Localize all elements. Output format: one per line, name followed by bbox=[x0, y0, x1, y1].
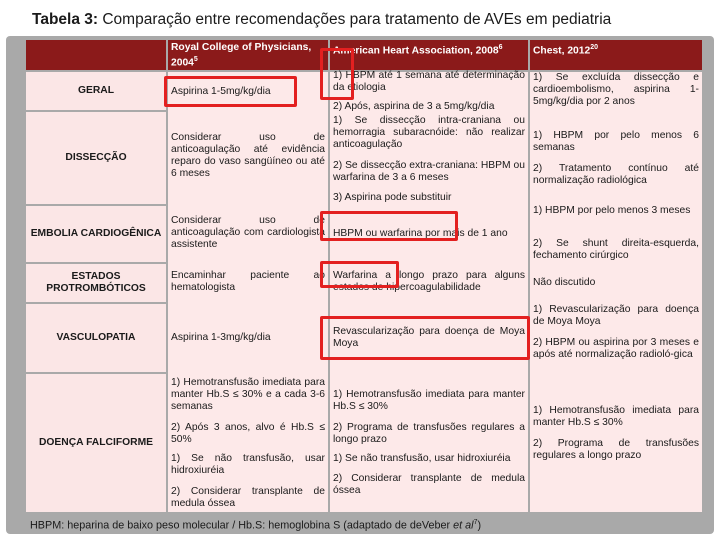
highlight-hbpm-embolia bbox=[320, 211, 458, 241]
protrombotico-rcp: Encaminhar paciente ao hematologista bbox=[171, 270, 325, 293]
falciforme-rcp-1: 1) Hemotransfusão imediata para manter Hb.S ≤ 30% e a cada 3-6 semanas bbox=[171, 377, 325, 412]
vasculopatia-chest-1: 1) Revascularização para doença de Moya Moya bbox=[533, 304, 699, 327]
row-label-falciforme bbox=[26, 374, 166, 512]
row-label-vasculopatia-text: VASCULOPATIA bbox=[56, 332, 136, 343]
embolia-chest-2: 2) Se shunt direita-esquerda, fechamento cirúrgico bbox=[533, 238, 699, 261]
row-label-falciforme-text: DOENÇA FALCIFORME bbox=[38, 437, 154, 448]
row-label-geral bbox=[26, 72, 166, 110]
falciforme-rcp-2: 2) Após 3 anos, alvo é Hb.S ≤ 50% bbox=[171, 422, 325, 445]
embolia-aha: HBPM ou warfarina por mais de 1 ano bbox=[333, 228, 508, 239]
header-empty bbox=[26, 40, 166, 70]
highlight-hbpm-geral bbox=[320, 48, 354, 100]
highlight-revascularizacao bbox=[320, 316, 530, 360]
row-label-vasculopatia bbox=[26, 304, 166, 372]
falciforme-rcp-3: 1) Se não transfusão, usar hidroxiuréia bbox=[171, 453, 325, 476]
embolia-rcp: Considerar uso de anticoagulação com cardiologista assistente bbox=[171, 215, 325, 250]
geral-chest: 1) Se excluída dissecção e cardioembolismo, aspirina 1-5mg/kg/dia por 2 anos bbox=[533, 72, 699, 107]
disseccao-aha-3: 2) Se dissecção extra-craniana: HBPM ou warfarina de 3 a 6 meses bbox=[333, 160, 525, 183]
vasculopatia-chest-2: 2) HBPM ou aspirina por 3 meses e após até normalização radioló-gica bbox=[533, 337, 699, 360]
vasculopatia-aha: Revascularização para doença de Moya Moya bbox=[333, 326, 525, 349]
disseccao-aha-1: 2) Após, aspirina de 3 a 5mg/kg/dia bbox=[333, 101, 495, 112]
disseccao-rcp: Considerar uso de anticoagulação até evidência reparo do vaso sangüíneo ou até 6 meses bbox=[171, 132, 325, 179]
header-chest bbox=[530, 40, 702, 70]
header-chest-text: Chest, 2012 bbox=[533, 45, 591, 57]
title-text: Comparação entre recomendações para tratamento de AVEs em pediatria bbox=[102, 11, 612, 28]
page-title bbox=[32, 11, 611, 29]
header-rcp-line2: 2004 bbox=[171, 57, 194, 69]
disseccao-chest-2: 2) Tratamento contínuo até normalização radiológica bbox=[533, 163, 699, 186]
row-label-protrombotico bbox=[26, 264, 166, 302]
row-label-embolia-text: EMBOLIA CARDIOGÊNICA bbox=[30, 228, 162, 239]
header-aha-ref: 6 bbox=[498, 44, 503, 51]
footer-close: ) bbox=[477, 519, 482, 532]
header-chest-ref: 20 bbox=[590, 44, 599, 51]
title-prefix: Tabela 3: bbox=[32, 11, 99, 28]
falciforme-chest-1: 1) Hemotransfusão imediata para manter Hb.S ≤ 30% bbox=[533, 405, 699, 428]
falciforme-aha-3: 1) Se não transfusão, usar hidroxiuréia bbox=[333, 453, 511, 464]
highlight-warfarina bbox=[320, 261, 399, 288]
geral-rcp: Aspirina 1-5mg/kg/dia bbox=[171, 86, 271, 97]
disseccao-chest-1: 1) HBPM por pelo menos 6 semanas bbox=[533, 130, 699, 153]
highlight-aspirina-geral bbox=[164, 76, 297, 107]
header-rcp-line1: Royal College of Physicians, bbox=[171, 42, 312, 53]
row-label-embolia bbox=[26, 206, 166, 262]
header-rcp-ref: 5 bbox=[193, 56, 198, 63]
row-label-disseccao-text: DISSECÇÃO bbox=[65, 152, 127, 163]
row-label-protrombotico-text: ESTADOS PROTROMBÓTICOS bbox=[46, 271, 146, 294]
protrombotico-aha: Warfarina a longo prazo para alguns estados de hipercoagulabilidade bbox=[333, 270, 525, 293]
footer-note bbox=[30, 519, 481, 532]
row-label-disseccao bbox=[26, 112, 166, 204]
footer-ref: 7 bbox=[473, 519, 478, 526]
row-label-geral-text: GERAL bbox=[77, 85, 115, 96]
vasculopatia-rcp: Aspirina 1-3mg/kg/dia bbox=[171, 332, 271, 343]
footer-italic: et al bbox=[453, 519, 474, 532]
embolia-chest-1: 1) HBPM por pelo menos 3 meses bbox=[533, 205, 691, 216]
footer-text: HBPM: heparina de baixo peso molecular / Hb.S: hemoglobina S (adaptado de deVeber bbox=[30, 519, 451, 532]
falciforme-chest-2: 2) Programa de transfusões regulares a longo prazo bbox=[533, 438, 699, 461]
falciforme-aha-1: 1) Hemotransfusão imediata para manter Hb.S ≤ 30% bbox=[333, 389, 525, 412]
disseccao-aha-2: 1) Se dissecção intra-craniana ou hemorragia subaracnóide: não realizar anticoagulação bbox=[333, 115, 525, 150]
falciforme-aha-2: 2) Programa de transfusões regulares a longo prazo bbox=[333, 422, 525, 445]
geral-aha: 1) HBPM até 1 semana até determinação da etiologia bbox=[333, 70, 525, 93]
header-aha bbox=[330, 40, 528, 70]
protrombotico-chest: Não discutido bbox=[533, 277, 596, 288]
header-aha-text: American Heart Association, 2008 bbox=[333, 45, 499, 57]
header-rcp bbox=[168, 40, 328, 70]
disseccao-aha-4: 3) Aspirina pode substituir bbox=[333, 192, 452, 203]
falciforme-aha-4: 2) Considerar transplante de medula óssea bbox=[333, 473, 525, 496]
falciforme-rcp-4: 2) Considerar transplante de medula óssea bbox=[171, 486, 325, 509]
